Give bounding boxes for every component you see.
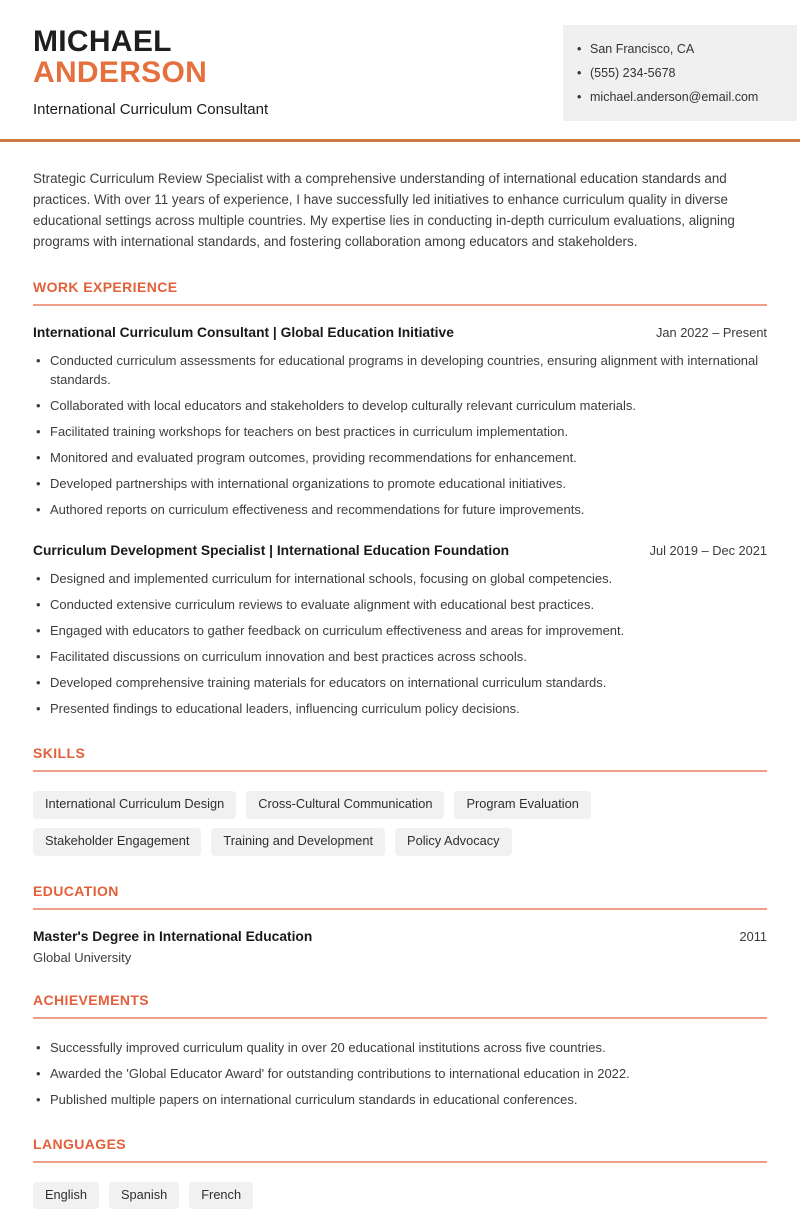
- job-title: International Curriculum Consultant | Global Education Initiative: [33, 325, 454, 340]
- job-bullet: • Presented findings to educational leaders, influencing curriculum policy decisions.: [33, 699, 767, 718]
- language-chip: Spanish: [109, 1182, 179, 1209]
- skill-chip: Policy Advocacy: [395, 828, 511, 856]
- achievement-bullet: • Awarded the 'Global Educator Award' for outstanding contributions to international education in 2022.: [33, 1064, 767, 1083]
- language-chip: French: [189, 1182, 253, 1209]
- first-name: MICHAEL: [33, 25, 172, 58]
- achievement-bullet-list: [33, 1038, 767, 1109]
- section-languages: [33, 1136, 767, 1209]
- job-entry: [33, 325, 767, 519]
- job-title: Curriculum Development Specialist | International Education Foundation: [33, 543, 510, 558]
- job-bullet: • Engaged with educators to gather feedback on curriculum effectiveness and areas for improvement.: [33, 621, 767, 640]
- job-bullet: • Conducted extensive curriculum reviews to evaluate alignment with educational best practices.: [33, 595, 767, 614]
- job-bullet: • Collaborated with local educators and stakeholders to develop culturally relevant curriculum materials.: [33, 396, 767, 415]
- contact-item: • (555) 234-5678: [577, 61, 783, 85]
- job-header: [33, 325, 767, 340]
- skill-chip: Training and Development: [211, 828, 385, 856]
- job-bullet: • Authored reports on curriculum effectiveness and recommendations for future improvements.: [33, 500, 767, 519]
- education-heading: EDUCATION: [33, 883, 767, 910]
- achievements-heading: ACHIEVEMENTS: [33, 992, 767, 1019]
- contact-item: • michael.anderson@email.com: [577, 85, 783, 109]
- skill-chip: Stakeholder Engagement: [33, 828, 201, 856]
- languages-chip-list: [33, 1182, 767, 1209]
- last-name: ANDERSON: [33, 56, 208, 89]
- section-achievements: [33, 992, 767, 1109]
- job-bullet: • Facilitated training workshops for teachers on best practices in curriculum implementation.: [33, 422, 767, 441]
- skills-heading: SKILLS: [33, 745, 767, 772]
- resume-header: [0, 0, 800, 118]
- achievement-bullet: • Successfully improved curriculum quality in over 20 educational institutions across five countries.: [33, 1038, 767, 1057]
- skill-chip: International Curriculum Design: [33, 791, 236, 819]
- job-header: [33, 543, 767, 558]
- section-skills: [33, 745, 767, 856]
- job-bullet: • Developed comprehensive training materials for educators on international curriculum standards.: [33, 673, 767, 692]
- header-job-title: International Curriculum Consultant: [33, 101, 269, 118]
- job-bullet-list: [33, 351, 767, 519]
- job-entry: [33, 543, 767, 718]
- job-bullet-list: [33, 569, 767, 718]
- work-experience-heading: WORK EXPERIENCE: [33, 279, 767, 306]
- job-bullet: • Developed partnerships with international organizations to promote educational initiatives.: [33, 474, 767, 493]
- job-bullet: • Facilitated discussions on curriculum innovation and best practices across schools.: [33, 647, 767, 666]
- languages-heading: LANGUAGES: [33, 1136, 767, 1163]
- school-name: Global University: [33, 949, 132, 965]
- language-chip: English: [33, 1182, 99, 1209]
- degree-title: Master's Degree in International Education: [33, 928, 313, 944]
- section-education: [33, 883, 767, 965]
- job-dates: Jan 2022 – Present: [656, 325, 767, 340]
- skill-chip: Cross-Cultural Communication: [246, 791, 444, 819]
- skill-chip: Program Evaluation: [454, 791, 590, 819]
- job-dates: Jul 2019 – Dec 2021: [649, 543, 767, 558]
- section-work-experience: [33, 279, 767, 718]
- contact-card: [563, 25, 797, 121]
- achievement-bullet: • Published multiple papers on international curriculum standards in educational conferences.: [33, 1090, 767, 1109]
- job-bullet: • Monitored and evaluated program outcomes, providing recommendations for enhancement.: [33, 448, 767, 467]
- summary-text: Strategic Curriculum Review Specialist with a comprehensive understanding of international education standards and practices. With over 11 years of experience, I have successfully led initiatives to enhance curriculum quality in diverse educational settings across multiple countries. My expertise lies in conducting in-depth curriculum evaluations, aligning programs with international standards, and fostering collaboration among educators and stakeholders.: [33, 171, 735, 249]
- job-bullet: • Conducted curriculum assessments for educational programs in developing countries, ensuring alignment with international standards.: [33, 351, 767, 389]
- education-year: 2011: [739, 928, 767, 944]
- job-bullet: • Designed and implemented curriculum for international schools, focusing on global competencies.: [33, 569, 767, 588]
- education-entry: [33, 929, 767, 944]
- contact-item: • San Francisco, CA: [577, 37, 783, 61]
- skills-chip-list: [33, 791, 767, 856]
- contact-list: [577, 37, 783, 109]
- resume-body: [0, 142, 800, 1209]
